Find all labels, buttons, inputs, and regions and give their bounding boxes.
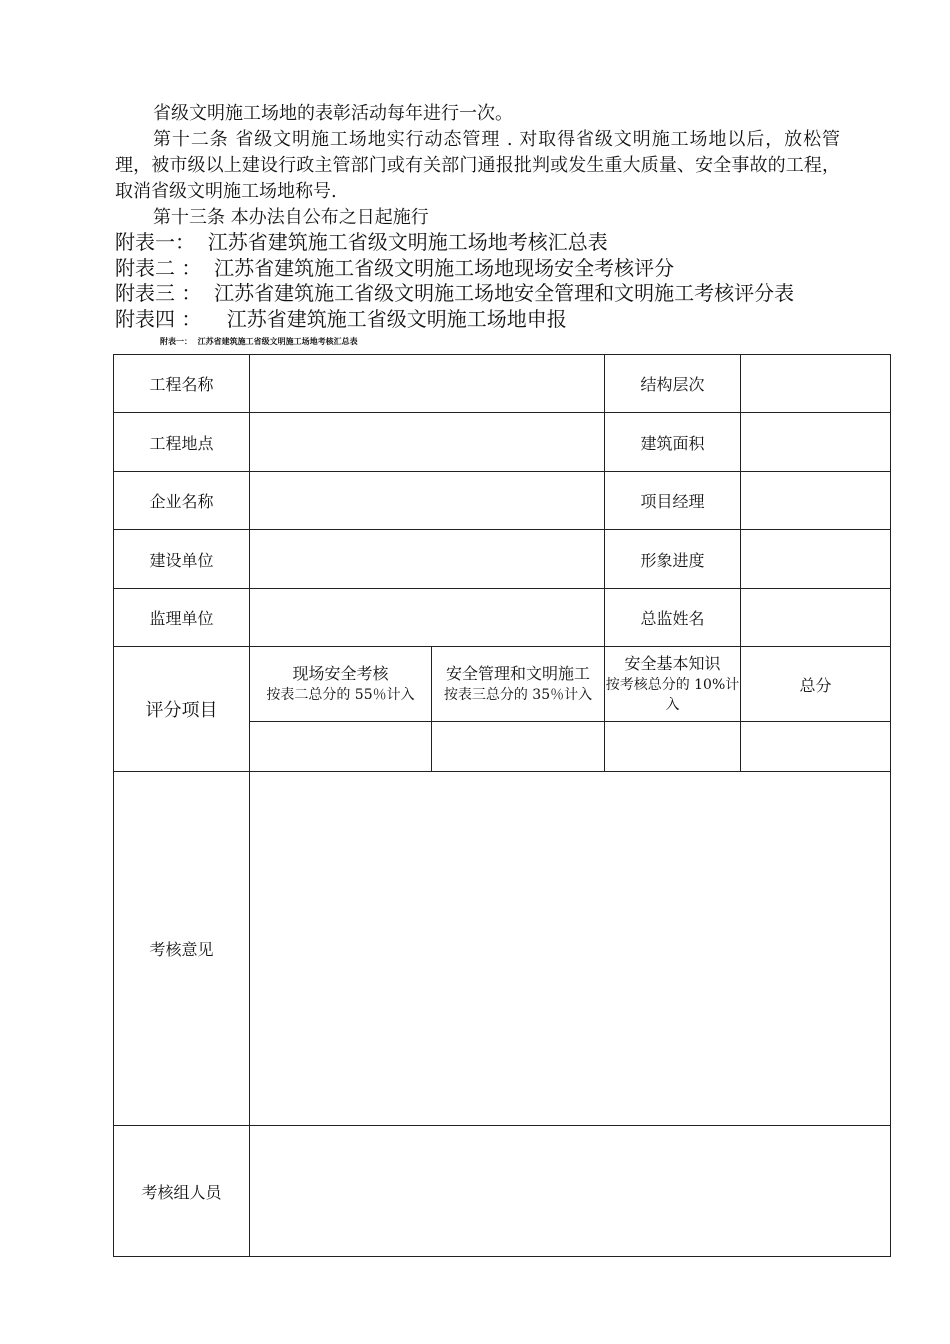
header-site-safety — [250, 647, 432, 722]
appendix-1: 附表一： 江苏省建筑施工省级文明施工场地考核汇总表 — [115, 230, 608, 254]
label-progress: 形象进度 — [605, 530, 741, 589]
label-construction-unit: 建设单位 — [114, 530, 250, 589]
field-project-location[interactable] — [250, 413, 605, 472]
field-company-name[interactable] — [250, 472, 605, 530]
label-opinion: 考核意见 — [114, 772, 250, 1126]
label-project-location: 工程地点 — [114, 413, 250, 472]
field-project-name[interactable] — [250, 355, 605, 413]
field-building-area[interactable] — [741, 413, 891, 472]
label-company-name: 企业名称 — [114, 472, 250, 530]
field-progress[interactable] — [741, 530, 891, 589]
header-safety-management-title: 安全管理和文明施工 — [445, 664, 590, 683]
header-total: 总分 — [741, 647, 891, 722]
field-chief-supervisor[interactable] — [741, 589, 891, 647]
paragraph-award-frequency: 省级文明施工场地的表彰活动每年进行一次。 — [153, 103, 513, 124]
score-basic-knowledge[interactable] — [605, 722, 741, 772]
appendix-2: 附表二 ： 江苏省建筑施工省级文明施工场地现场安全考核评分 — [115, 256, 675, 280]
header-basic-knowledge-title: 安全基本知识 — [624, 654, 721, 673]
paragraph-article-13: 第十三条 本办法自公布之日起施行 — [153, 207, 429, 228]
paragraph-article-12: 第十二条 省级文明施工场地实行动态管理 . 对取得省级文明施工场地以后，放松管理，被市级以上建设行政主管部门或有关部门通报批判或发生重大质量、安全事故的工程，取消省级文明施工场地称号. — [115, 129, 840, 202]
header-safety-management — [432, 647, 605, 722]
appendix-3: 附表三 ： 江苏省建筑施工省级文明施工场地安全管理和文明施工考核评分表 — [115, 281, 795, 305]
field-team[interactable] — [250, 1126, 891, 1257]
field-structure-floors[interactable] — [741, 355, 891, 413]
header-safety-management-note: 按表三总分的 35％计入 — [443, 687, 593, 703]
header-basic-knowledge — [605, 647, 741, 722]
field-construction-unit[interactable] — [250, 530, 605, 589]
label-project-manager: 项目经理 — [605, 472, 741, 530]
header-site-safety-note: 按表二总分的 55％计入 — [266, 687, 415, 703]
field-project-manager[interactable] — [741, 472, 891, 530]
assessment-summary-table — [113, 354, 891, 1257]
header-basic-knowledge-note: 按考核总分的 10%计入 — [605, 677, 740, 713]
field-supervision-unit[interactable] — [250, 589, 605, 647]
table-caption: 附表一： 江苏省建筑施工省级文明施工场地考核汇总表 — [160, 336, 358, 346]
label-team: 考核组人员 — [114, 1126, 250, 1257]
label-project-name: 工程名称 — [114, 355, 250, 413]
label-building-area: 建筑面积 — [605, 413, 741, 472]
header-site-safety-title: 现场安全考核 — [292, 664, 389, 683]
score-total[interactable] — [741, 722, 891, 772]
score-site-safety[interactable] — [250, 722, 432, 772]
label-scoring-items: 评分项目 — [114, 647, 250, 772]
field-opinion[interactable] — [250, 772, 891, 1126]
label-chief-supervisor: 总监姓名 — [605, 589, 741, 647]
appendix-4: 附表四 ： 江苏省建筑施工省级文明施工场地申报 — [115, 307, 567, 331]
score-safety-management[interactable] — [432, 722, 605, 772]
label-structure-floors: 结构层次 — [605, 355, 741, 413]
label-supervision-unit: 监理单位 — [114, 589, 250, 647]
